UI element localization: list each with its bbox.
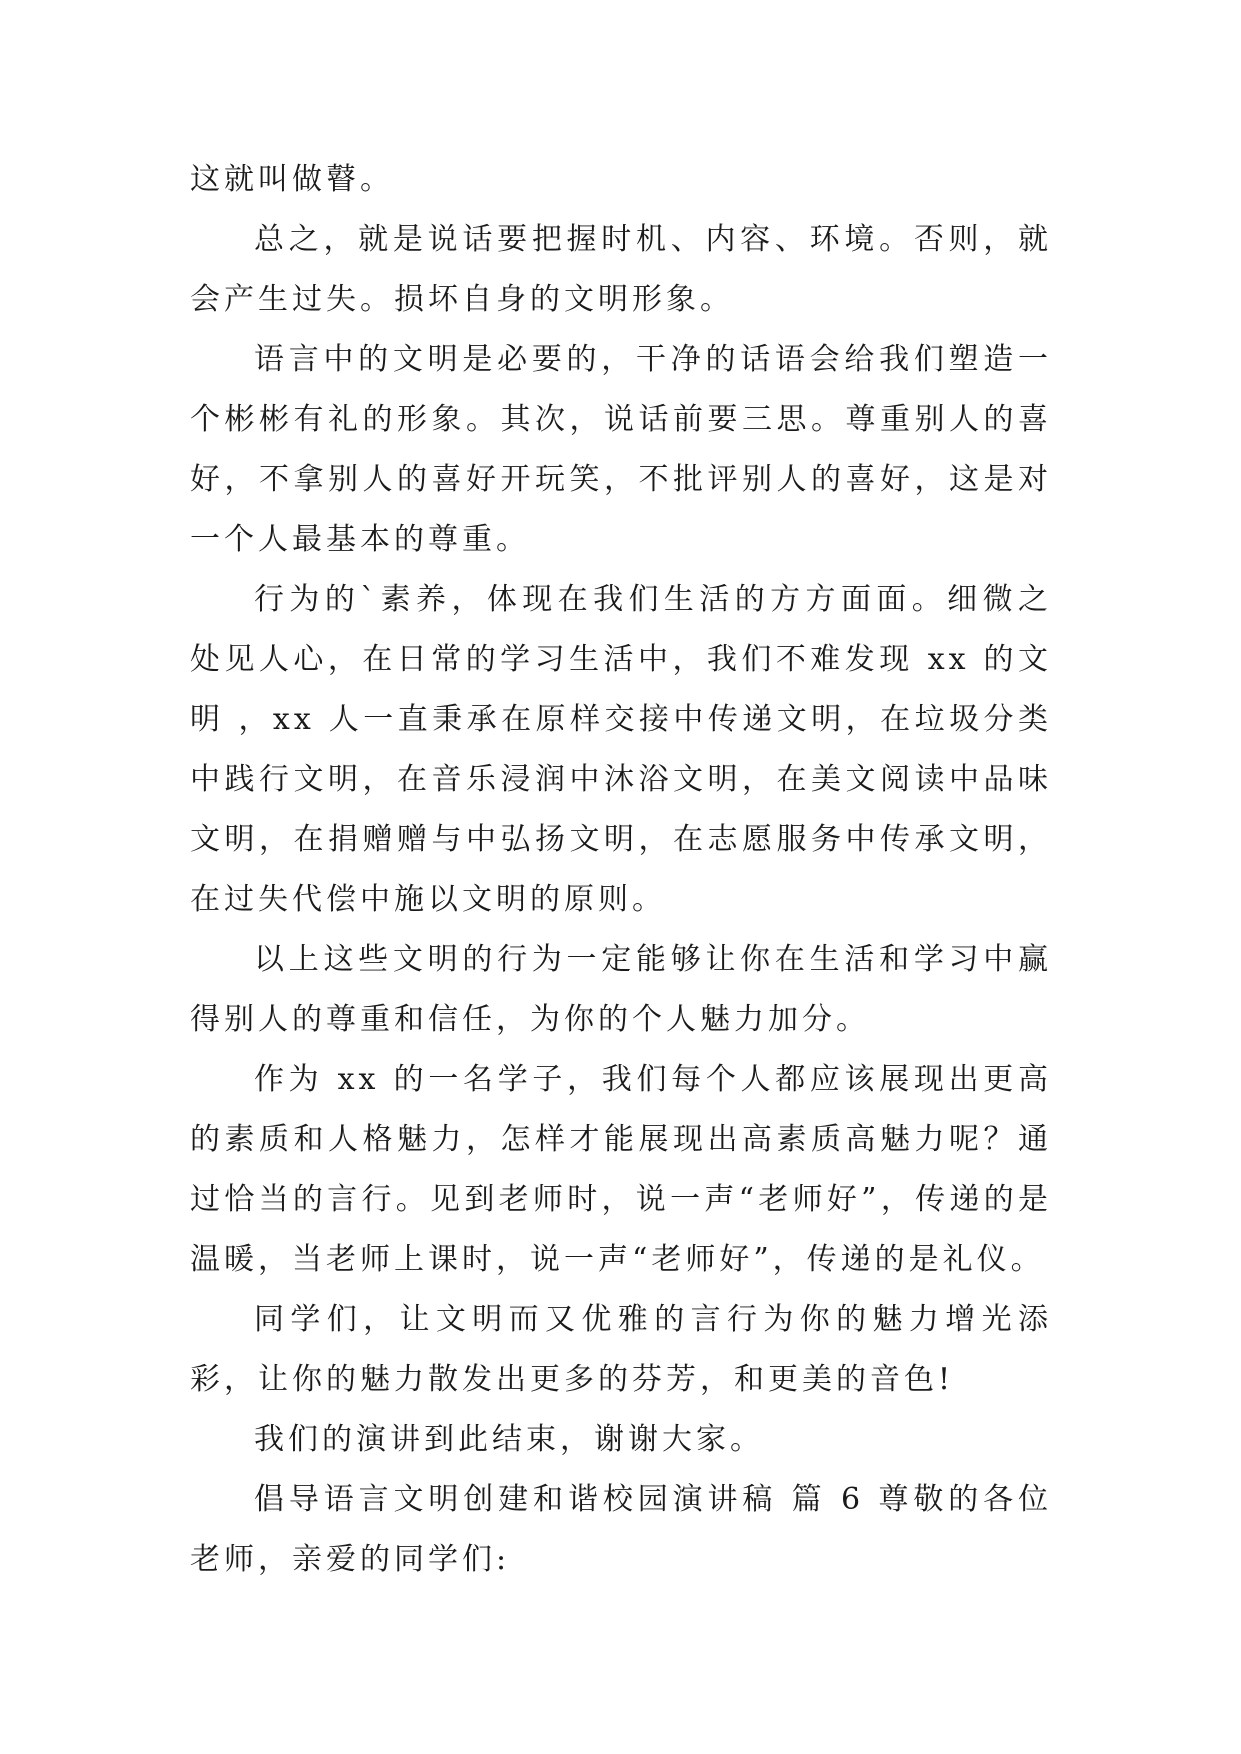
paragraph-8: 我们的演讲到此结束，谢谢大家。 <box>254 1422 764 1457</box>
paragraph-5: 以上这些文明的行为一定能够让你在生活和学习中赢得别人的尊重和信任，为你的个人魅力加分。 <box>190 942 1052 1037</box>
document-page <box>190 150 1052 1590</box>
paragraph-1: 这就叫做瞽。 <box>190 162 394 197</box>
paragraph-2: 总之，就是说话要把握时机、内容、环境。否则，就会产生过失。损坏自身的文明形象。 <box>190 222 1052 317</box>
paragraph-9: 倡导语言文明创建和谐校园演讲稿 篇 6 尊敬的各位老师，亲爱的同学们: <box>190 1482 1052 1577</box>
paragraph-4: 行为的`素养，体现在我们生活的方方面面。细微之处见人心，在日常的学习生活中，我们不难发现 xx 的文明 ，xx 人一直秉承在原样交接中传递文明，在垃圾分类中践行文明，在音乐浸润中沐浴文明，在美文阅读中品味文明，在捐赠赠与中弘扬文明，在志愿服务中传承文明，在过失代偿中施以文明的原则。 <box>190 582 1052 917</box>
paragraph-7: 同学们，让文明而又优雅的言行为你的魅力增光添彩，让你的魅力散发出更多的芬芳，和更美的音色! <box>190 1302 1052 1397</box>
paragraph-3: 语言中的文明是必要的，干净的话语会给我们塑造一个彬彬有礼的形象。其次，说话前要三思。尊重别人的喜好，不拿别人的喜好开玩笑，不批评别人的喜好，这是对一个人最基本的尊重。 <box>190 342 1052 557</box>
paragraph-6: 作为 xx 的一名学子，我们每个人都应该展现出更高的素质和人格魅力，怎样才能展现出高素质高魅力呢？通过恰当的言行。见到老师时，说一声“老师好”，传递的是温暖，当老师上课时，说一声“老师好”，传递的是礼仪。 <box>190 1062 1052 1277</box>
